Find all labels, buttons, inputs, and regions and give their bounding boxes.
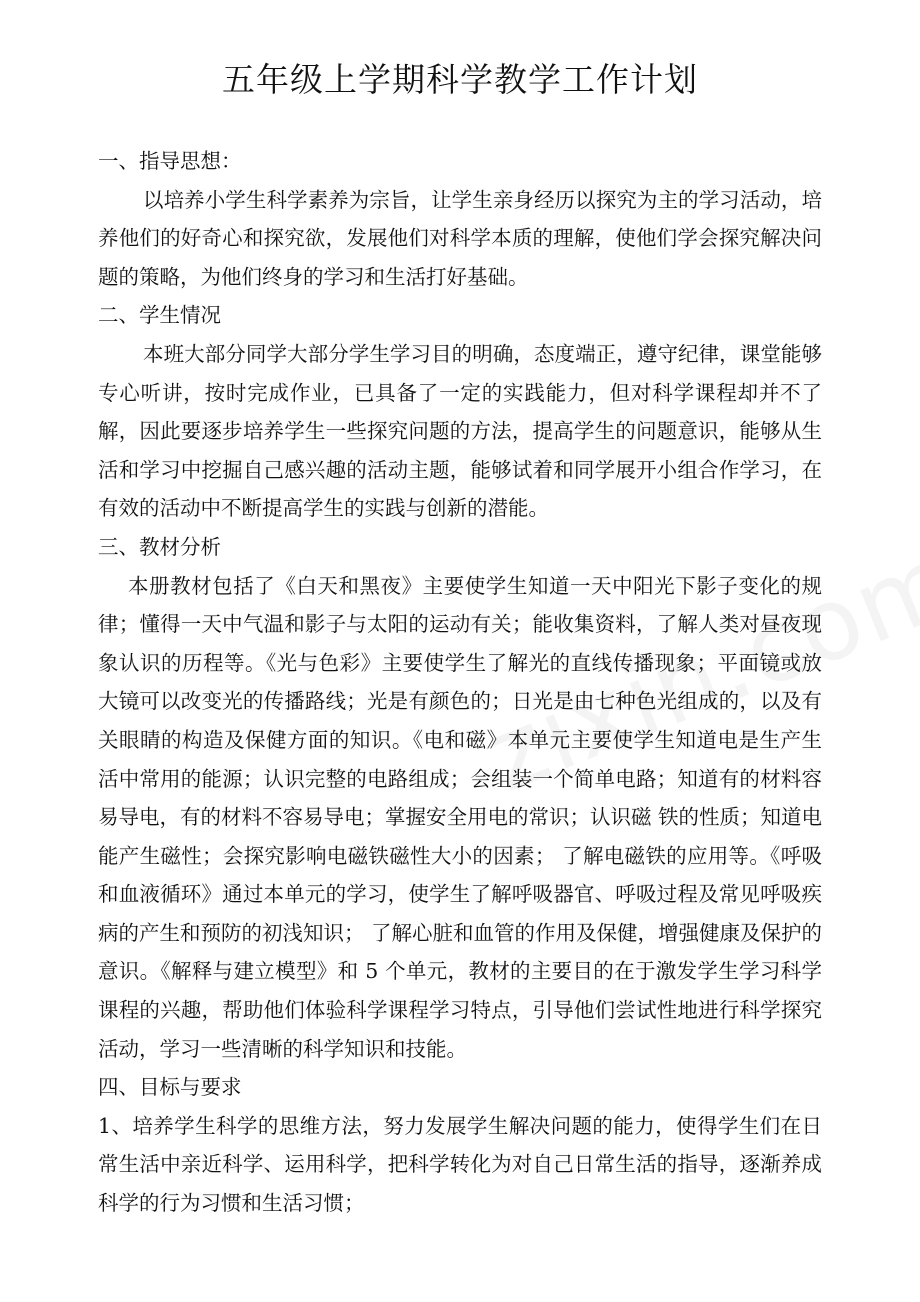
section-paragraph-students: 本班大部分同学大部分学生学习目的明确，态度端正，遵守纪律，课堂能够专心听讲，按时完成作业，已具备了一定的实践能力，但对科学课程却并不了解，因此要逐步培养学生一些探究问题的方法，提高学生的问题意识，能够从生活和学习中挖掘自己感兴趣的活动主题，能够试着和同学展开小组合作学习，在有效的活动中不断提高学生的实践与创新的潜能。 [98,341,822,521]
document-body [98,142,822,1223]
document-title: 五年级上学期科学教学工作计划 [222,60,698,99]
section-heading-goals: 四、目标与要求 [98,1075,242,1100]
section-paragraph-materials: 本册教材包括了《白天和黑夜》主要使学生知道一天中阳光下影子变化的规律；懂得一天中气温和影子与太阳的运动有关；能收集资料，了解人类对昼夜现象认识的历程等。《光与色彩》主要使学生了解光的直线传播现象；平面镜或放大镜可以改变光的传播路线；光是有颜色的；日光是由七种色光组成的，以及有关眼睛的构造及保健方面的知识。《电和磁》本单元主要使学生知道电是生产生活中常用的能源；认识完整的电路组成；会组装一个简单电路；知道有的材料容易导电，有的材料不容易导电；掌握安全用电的常识；认识磁 铁的性质；知道电能产生磁性；会探究影响电磁铁磁性大小的因素； 了解电磁铁的应用等。《呼吸和血液循环》通过本单元的学习，使学生了解呼吸器官、呼吸过程及常见呼吸疾病的产生和预防的初浅知识； 了解心脏和血管的作用及保健，增强健康及保护的意识。《解释与建立模型》和 5 个单元，教材的主要目的在于激发学生学习科学课程的兴趣，帮助他们体验科学课程学习特点，引导他们尝试性地进行科学探究活动，学习一些清晰的科学知识和技能。 [98,573,823,1061]
section-heading-materials: 三、教材分析 [98,534,221,559]
section-heading-students: 二、学生情况 [98,303,221,328]
section-paragraph-guiding: 以培养小学生科学素养为宗旨，让学生亲身经历以探究为主的学习活动，培养他们的好奇心和探究欲，发展他们对科学本质的理解，使他们学会探究解决问题的策略，为他们终身的学习和生活打好基础。 [98,187,822,289]
section-paragraph-goals: 1、培养学生科学的思维方法，努力发展学生解决问题的能力，使得学生们在日常生活中亲近科学、运用科学，把科学转化为对自己日常生活的指导，逐渐养成科学的行为习惯和生活习惯； [98,1113,822,1216]
section-heading-guiding: 一、指导思想： [98,149,242,173]
